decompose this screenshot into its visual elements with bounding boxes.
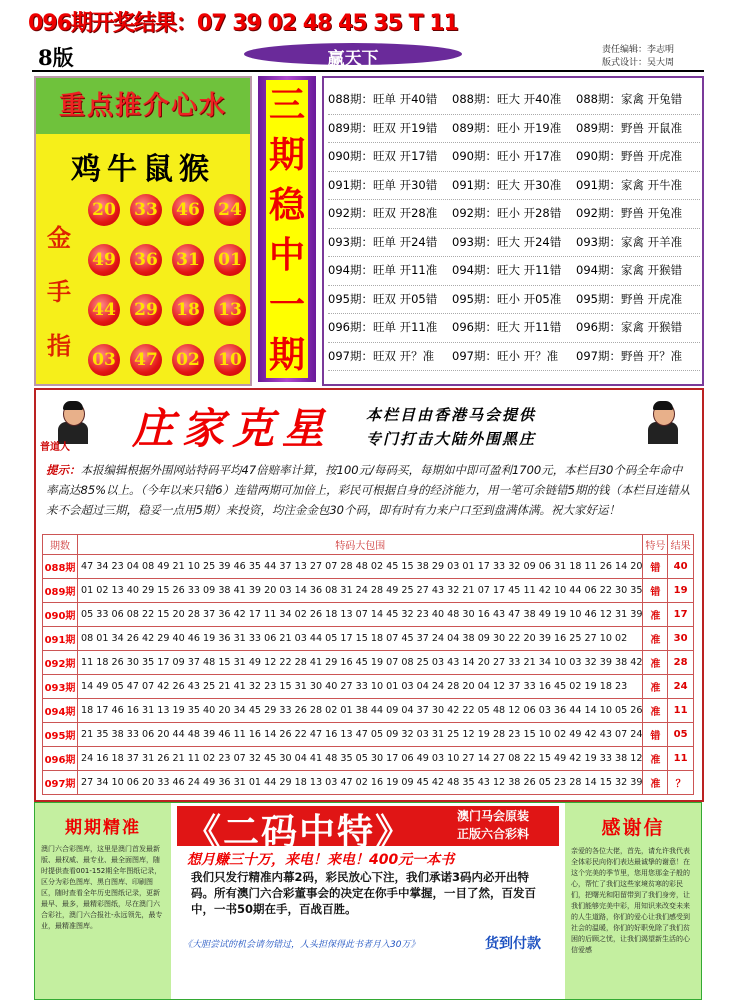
- prediction-cell: 090期：旺小 开17准: [452, 149, 562, 163]
- thanks-column: [565, 803, 701, 999]
- golden-finger-label: [44, 218, 74, 380]
- prediction-cell: 092期：旺双 开28准: [328, 206, 438, 220]
- table-row: [43, 651, 694, 675]
- number-ball: 49: [88, 244, 120, 276]
- result-cell: 17: [668, 603, 694, 627]
- bottom-ads: [34, 802, 702, 1000]
- prediction-cell: 093期：旺大 开24错: [452, 234, 562, 249]
- table-row: [43, 603, 694, 627]
- period-cell: 097期: [43, 771, 78, 795]
- designer-credit: 版式设计：吴大周: [602, 58, 675, 68]
- recommend-heading-bar: [36, 78, 250, 134]
- side-char: 指: [47, 331, 71, 360]
- numbers-cell: 27 34 10 06 20 33 46 24 49 36 31 01 44 29 18 13 03 47 02 16 19 09 45 42 48 35 43 12 38 26 05 23 28 14 15 32 39: [78, 771, 643, 795]
- banner-char: 期: [268, 334, 305, 376]
- thanks-title: 感谢信: [601, 817, 665, 839]
- prediction-row: [328, 172, 700, 201]
- table-row: [43, 723, 694, 747]
- banner-char: 一: [268, 284, 305, 326]
- prediction-row: [328, 229, 700, 258]
- prediction-row: [328, 286, 700, 315]
- accurate-title: 期期精准: [65, 818, 141, 838]
- number-ball: 33: [130, 194, 162, 226]
- result-cell: 28: [668, 651, 694, 675]
- recommend-heading: 重点推介心水: [58, 91, 227, 121]
- mark-cell: 准: [643, 771, 668, 795]
- banner-char: 稳: [268, 184, 305, 226]
- result-cell: 40: [668, 555, 694, 579]
- tip-label: 提示：: [46, 463, 81, 477]
- number-ball: 03: [88, 344, 120, 376]
- mark-cell: 准: [643, 627, 668, 651]
- three-period-banner: [258, 76, 316, 382]
- person-label: 普道人: [40, 442, 70, 453]
- table-header-row: [43, 535, 694, 555]
- period-cell: 089期: [43, 579, 78, 603]
- section-subtitle: 本栏目由香港马会提供: [366, 406, 537, 424]
- ad-body: 我们只发行精准内幕2码，彩民放心下注，我们承诺3码内必开出特码。所有澳门六合彩董事会的决定在你手中掌握，一目了然，百发百中，一书50期在手，百战百胜。: [191, 870, 536, 916]
- recommend-panel: [34, 76, 252, 386]
- prediction-row: [328, 257, 700, 286]
- prediction-cell: 091期：旺大 开30准: [452, 177, 562, 192]
- col-header-result: 结果: [668, 535, 694, 555]
- number-ball: 36: [130, 244, 162, 276]
- cash-on-delivery: 货到付款: [485, 936, 541, 952]
- mark-cell: 准: [643, 651, 668, 675]
- divider: [32, 70, 704, 72]
- period-cell: 091期: [43, 627, 78, 651]
- prediction-cell: 096期：家禽 开猴错: [576, 320, 683, 334]
- col-header-mark: 特号: [643, 535, 668, 555]
- prediction-cell: 096期：旺大 开11错: [452, 320, 562, 334]
- tagline-line: 正版六合彩料: [457, 827, 530, 841]
- col-header-period: 期数: [43, 535, 78, 555]
- result-cell: ？: [668, 771, 694, 795]
- prediction-cell: 096期：旺单 开11准: [328, 320, 438, 334]
- numbers-cell: 11 18 26 30 35 17 09 37 48 15 31 49 12 22 28 41 29 16 45 19 07 08 25 03 43 14 20 27 33 21 34 10 03 32 39 38 42: [78, 651, 643, 675]
- two-code-ad: [173, 803, 563, 999]
- numbers-cell: 08 01 34 26 42 29 40 46 19 36 31 33 06 21 03 44 05 17 15 18 07 45 37 24 04 38 09 30 22 20 39 16 25 27 10 02: [78, 627, 643, 651]
- result-cell: 11: [668, 747, 694, 771]
- prediction-cell: 088期：旺大 开40准: [452, 92, 562, 106]
- mark-cell: 错: [643, 723, 668, 747]
- two-code-title: 《二码中特》: [185, 811, 414, 853]
- prediction-cell: 090期：野兽 开虎准: [576, 149, 683, 163]
- mark-cell: 准: [643, 675, 668, 699]
- tip-paragraph: [46, 460, 692, 520]
- numbers-cell: 47 34 23 04 08 49 21 10 25 39 46 35 44 37 13 27 07 28 48 02 45 15 38 29 03 01 17 33 32 09 06 31 18 11 26 14 20: [78, 555, 643, 579]
- result-cell: 05: [668, 723, 694, 747]
- period-cell: 094期: [43, 699, 78, 723]
- number-ball: 29: [130, 294, 162, 326]
- mark-cell: 准: [643, 603, 668, 627]
- table-row: [43, 579, 694, 603]
- section-title: 庄家克星: [132, 404, 333, 453]
- period-cell: 090期: [43, 603, 78, 627]
- period-cell: 092期: [43, 651, 78, 675]
- prediction-cell: 095期：旺小 开05准: [452, 291, 562, 306]
- result-cell: 11: [668, 699, 694, 723]
- prediction-cell: 094期：家禽 开猴错: [576, 263, 683, 277]
- number-ball: 46: [172, 194, 204, 226]
- prediction-cell: 091期：旺单 开30错: [328, 177, 438, 192]
- editor-credit: 责任编辑：李志明: [602, 45, 675, 55]
- prediction-cell: 090期：旺双 开17错: [328, 149, 438, 163]
- banner-char: 三: [268, 84, 305, 126]
- period-cell: 093期: [43, 675, 78, 699]
- prediction-cell: 092期：旺小 开28错: [452, 206, 562, 220]
- edition-label: 8版: [38, 45, 74, 70]
- table-row: [43, 747, 694, 771]
- prediction-cell: 093期：旺单 开24错: [328, 234, 438, 249]
- prediction-row: [328, 86, 700, 115]
- prediction-row: [328, 143, 700, 172]
- result-cell: 19: [668, 579, 694, 603]
- prediction-row: [328, 314, 700, 343]
- prediction-row: [328, 115, 700, 144]
- prediction-cell: 097期：野兽 开？准: [576, 348, 683, 363]
- table-row: [43, 675, 694, 699]
- dealer-nemesis-section: [34, 388, 704, 802]
- prediction-row: [328, 200, 700, 229]
- section-subtitle: 专门打击大陆外围黑庄: [366, 430, 537, 448]
- tagline-line: 澳门马会原装: [457, 809, 530, 823]
- zodiac-picks: 鸡牛鼠猴: [71, 152, 215, 187]
- two-code-tagline: [457, 807, 557, 843]
- prediction-cell: 089期：旺小 开19准: [452, 120, 562, 135]
- banner-inner: [266, 80, 308, 378]
- accurate-column: [35, 803, 171, 999]
- period-cell: 095期: [43, 723, 78, 747]
- result-cell: 30: [668, 627, 694, 651]
- prediction-cell: 097期：旺双 开？准: [328, 348, 435, 363]
- special-number-table: [42, 534, 694, 795]
- prediction-cell: 092期：野兽 开兔准: [576, 206, 683, 220]
- prediction-cell: 089期：野兽 开鼠准: [576, 120, 683, 135]
- prediction-cell: 094期：旺单 开11准: [328, 263, 438, 277]
- mark-cell: 准: [643, 699, 668, 723]
- person-illustration-right: [648, 400, 678, 444]
- side-char: 金: [47, 223, 71, 252]
- masthead: [32, 40, 716, 70]
- number-ball: 01: [214, 244, 246, 276]
- prediction-row: [328, 343, 700, 372]
- accurate-body: 澳门六合彩图库，这里是澳门首发最新版、最权威、最专业、最全面图库，随时提供查看001-152期全年图纸记录，区分为彩色图库、黑白图库、印刷图区，随时查看全年历史图纸记录，更新最早、最多，最精彩图纸，尽在澳门六合彩社，澳门六合报社-永远领先，最专业，最精准图库。: [41, 845, 163, 930]
- number-ball: 18: [172, 294, 204, 326]
- prediction-cell: 097期：旺小 开？准: [452, 348, 559, 363]
- number-ball: 24: [214, 194, 246, 226]
- prediction-grid: [328, 86, 700, 371]
- prediction-cell: 089期：旺双 开19错: [328, 120, 438, 135]
- prediction-cell: 088期：旺单 开40错: [328, 92, 438, 106]
- page-title: 赢天下: [327, 49, 379, 69]
- mark-cell: 准: [643, 747, 668, 771]
- prediction-cell: 091期：家禽 开牛准: [576, 177, 683, 192]
- numbers-cell: 24 16 18 37 31 26 21 11 02 23 07 32 45 30 04 41 48 35 05 30 17 06 49 03 10 27 14 27 08 22 15 49 42 19 33 38 12: [78, 747, 643, 771]
- col-header-numbers: 特码大包围: [78, 535, 643, 555]
- mark-cell: 错: [643, 555, 668, 579]
- two-code-banner: [177, 806, 559, 853]
- thanks-body: 亲爱的各位大佬，首先，请允许我代表全体彩民向你们表达最诚挚的谢意！在这个完美的季节里，您用您那金子般的心，帮忙了我们这些家境贫寒的彩民们，把曙光和阳留带到了我们身旁，让我们能够完美中彩，用知识来改变未来的人生道路，你们的爱心让我们感受到社会的温暖，你们的好职免除了我们贫困的后顾之忧，让我们渴望新生活的心信爱感: [571, 847, 690, 954]
- prediction-cell: 093期：家禽 开羊准: [576, 234, 683, 249]
- table-row: [43, 627, 694, 651]
- prediction-cell: 095期：旺双 开05错: [328, 291, 438, 306]
- ad-footnote: 《大胆尝试的机会请勿错过，人头担保得此书者月入30万》: [183, 940, 420, 950]
- number-ball: 13: [214, 294, 246, 326]
- period-cell: 096期: [43, 747, 78, 771]
- number-ball: 02: [172, 344, 204, 376]
- number-ball: 20: [88, 194, 120, 226]
- table-row: [43, 699, 694, 723]
- prediction-cell: 094期：旺大 开11错: [452, 263, 562, 277]
- result-cell: 24: [668, 675, 694, 699]
- prediction-cell: 095期：野兽 开虎准: [576, 291, 683, 306]
- numbers-cell: 18 17 46 16 31 13 19 35 40 20 34 45 29 33 26 28 02 01 38 44 09 04 37 30 42 22 05 48 12 06 03 36 44 14 10 05 26: [78, 699, 643, 723]
- numbers-cell: 05 33 06 08 22 15 20 28 37 36 42 17 11 34 02 26 18 13 07 14 45 32 23 40 48 30 16 43 47 38 49 19 10 46 12 31 39: [78, 603, 643, 627]
- title-pill: [244, 43, 462, 69]
- table-row: [43, 771, 694, 795]
- mark-cell: 错: [643, 579, 668, 603]
- table-row: [43, 555, 694, 579]
- prediction-cell: 088期：家禽 开兔错: [576, 92, 683, 106]
- side-char: 手: [47, 277, 71, 306]
- prediction-panel: [322, 76, 704, 386]
- number-ball: 31: [172, 244, 204, 276]
- draw-result-line: 096期开奖结果：07 39 02 48 45 35 T 11: [28, 11, 458, 36]
- number-ball: 10: [214, 344, 246, 376]
- tip-text: 本报编辑根据外围网站特码平均47倍赔率计算，按100元/每码买，每期如中即可盈利1700元，本栏目30个码全年命中率高达85%以上。（今年以来只错6）连错两期可加倍上，彩民可根据自身的经济能力，用一笔可余链错5期的钱（本栏目连错从来不会超过三期，稳妥一点用5期）来投资，均注金金包30个码，即有时有力来户口至到盘满体满。祝大家好运！: [46, 463, 690, 517]
- banner-char: 期: [268, 134, 305, 176]
- number-ball: 47: [130, 344, 162, 376]
- slogan: 想月赚三十万，来电！来电！400元一本书: [187, 852, 455, 868]
- banner-char: 中: [268, 234, 305, 276]
- numbers-cell: 14 49 05 47 07 42 26 43 25 21 41 32 23 15 31 30 40 27 33 10 01 03 04 24 28 20 04 12 37 33 16 45 02 19 18 23: [78, 675, 643, 699]
- number-ball: 44: [88, 294, 120, 326]
- numbers-cell: 01 02 13 40 29 15 26 33 09 38 41 39 20 03 14 36 08 31 24 28 49 25 27 43 32 21 07 17 45 11 42 10 44 06 22 30 35: [78, 579, 643, 603]
- numbers-cell: 21 35 38 33 06 20 44 48 39 46 11 16 14 26 22 47 16 13 47 05 09 32 03 31 25 12 19 28 23 15 10 02 49 42 43 07 24: [78, 723, 643, 747]
- period-cell: 088期: [43, 555, 78, 579]
